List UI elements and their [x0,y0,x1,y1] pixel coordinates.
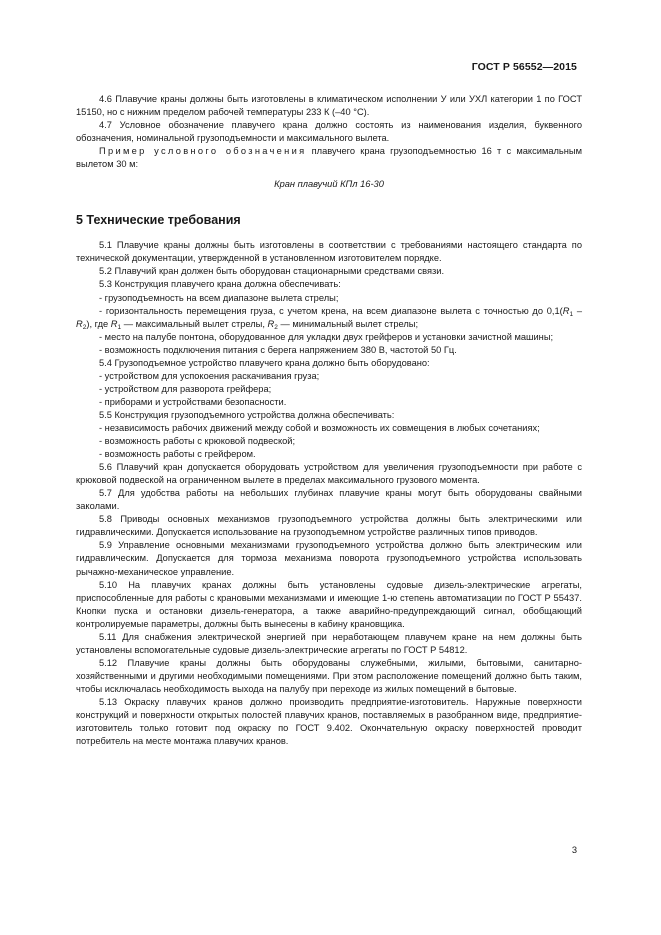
formula-var: R [562,305,570,316]
paragraph-5-1: 5.1 Плавучие краны должны быть изготовлены в соответствии с требованиями настоящего стандарта по технической документации, утвержденной в установленном изготовителем порядке. [76,240,582,264]
formula-text: ), где [86,318,111,329]
list-item-formula [76,305,582,331]
list-item: - возможность работы с крюковой подвеской; [99,436,296,447]
formula-sub: 2 [274,323,278,331]
paragraph-5-6: 5.6 Плавучий кран допускается оборудовать устройством для увеличения грузоподъемности при работе с крюковой подвеской на ограниченном вылете в пределах максимального грузового момента. [76,462,582,486]
paragraph-5-4: 5.4 Грузоподъемное устройство плавучего крана должно быть оборудовано: [99,357,430,368]
list-item: - возможность работы с грейфером. [99,449,256,460]
formula-var: R [267,318,275,329]
paragraph-4-7: 4.7 Условное обозначение плавучего крана должно состоять из наименования изделия, буквенного обозначения, номинальной грузоподъемности и максимального вылета. [76,120,582,144]
paragraph-4-6: 4.6 Плавучие краны должны быть изготовлены в климатическом исполнении У или УХЛ категории 1 по ГОСТ 15150, но с нижним пределом рабочей температуры 233 К (–40 °С). [76,94,582,118]
example-lead: Пример условного обозначения [99,146,307,157]
formula-var: R [110,318,118,329]
paragraph-5-5: 5.5 Конструкция грузоподъемного устройства должна обеспечивать: [99,409,395,420]
paragraph-5-8: 5.8 Приводы основных механизмов грузоподъемного устройства должны быть электрическими или гидравлическими. Допускается использование на грузоподъемном устройстве различных типов приводов. [76,514,582,538]
formula-sub: 1 [117,323,122,331]
page-number: 3 [571,845,577,855]
paragraph-5-9: 5.9 Управление основными механизмами грузоподъемного устройства должно быть электрическим или гидравлическим. Допускается для тормоза механизма поворота грузоподъемного устройства использовать рычажно-механическое управление. [76,540,582,577]
formula-text: – [573,305,582,316]
paragraph-5-10: 5.10 На плавучих кранах должны быть установлены судовые дизель-электрические агрегаты, приспособленные для работы с крановыми механизмами и имеющие 1-ю степень автоматизации по ГОСТ Р 55437. Кнопки пуска и остановки дизель-генератора, а также аварийно-предупреждающий сигнал, обобщающий контролируемые параметры, должны быть вынесены в кабину крановщика. [76,579,582,629]
example-paragraph [76,145,582,171]
paragraph-5-11: 5.11 Для снабжения электрической энергией при неработающем плавучем кране на нем должны быть установлены вспомогательные судовые дизель-электрические агрегаты по ГОСТ Р 54812. [76,631,582,655]
formula-var: R [76,318,83,329]
list-item: - устройством для успокоения раскачивания груза; [99,370,320,381]
formula-sub: 1 [569,310,574,318]
list-item: - устройством для разворота грейфера; [99,383,272,394]
paragraph-5-3: 5.3 Конструкция плавучего крана должна обеспечивать: [99,279,341,290]
list-item: - место на палубе понтона, оборудованное для укладки двух грейферов и установки зачистной машины; [99,331,554,342]
section-title: 5 Технические требования [76,213,241,228]
document-body [76,93,582,748]
paragraph-5-2: 5.2 Плавучий кран должен быть оборудован стационарными средствами связи. [99,266,445,277]
example-text: плавучего крана грузоподъемностью 16 т с максимальным вылетом 30 м: [76,146,582,170]
formula-sub: 2 [82,323,87,331]
formula-text: — минимальный вылет стрелы; [277,318,419,329]
document-id: ГОСТ Р 56552—2015 [471,61,577,73]
example-designation: Кран плавучий КПл 16-30 [274,179,384,190]
paragraph-5-13: 5.13 Окраску плавучих кранов должно производить предприятие-изготовитель. Наружные поверхности конструкций и поверхности открытых полостей плавучих кранов, поставляемых в разобранном виде, предприятие-изготовитель только готовит под окраску по ГОСТ 9.402. Окончательную окраску поверхностей проводит потребитель на месте монтажа плавучих кранов. [76,696,582,747]
list-item: - приборами и устройствами безопасности. [99,396,287,407]
list-item: - грузоподъемность на всем диапазоне вылета стрелы; [99,292,339,303]
formula-text: - горизонтальность перемещения груза, с учетом крена, на всем диапазоне вылета с точностью до 0,1( [99,305,563,316]
paragraph-5-7: 5.7 Для удобства работы на небольших глубинах плавучие краны могут быть оборудованы свайными заколами. [76,488,582,512]
paragraph-5-12: 5.12 Плавучие краны должны быть оборудованы служебными, жилыми, бытовыми, санитарно-хозяйственными и другими необходимыми помещениями. При этом расположение помещений должно быть таким, чтобы исключалась необходимость выхода на палубу при переходе из жилых помещений в бытовые. [76,657,582,694]
list-item: - независимость рабочих движений между собой и возможность их совмещения в любых сочетаниях; [99,422,540,433]
list-item: - возможность подключения питания с берега напряжением 380 В, частотой 50 Гц. [99,344,457,355]
formula-text: — максимальный вылет стрелы, [121,318,268,329]
